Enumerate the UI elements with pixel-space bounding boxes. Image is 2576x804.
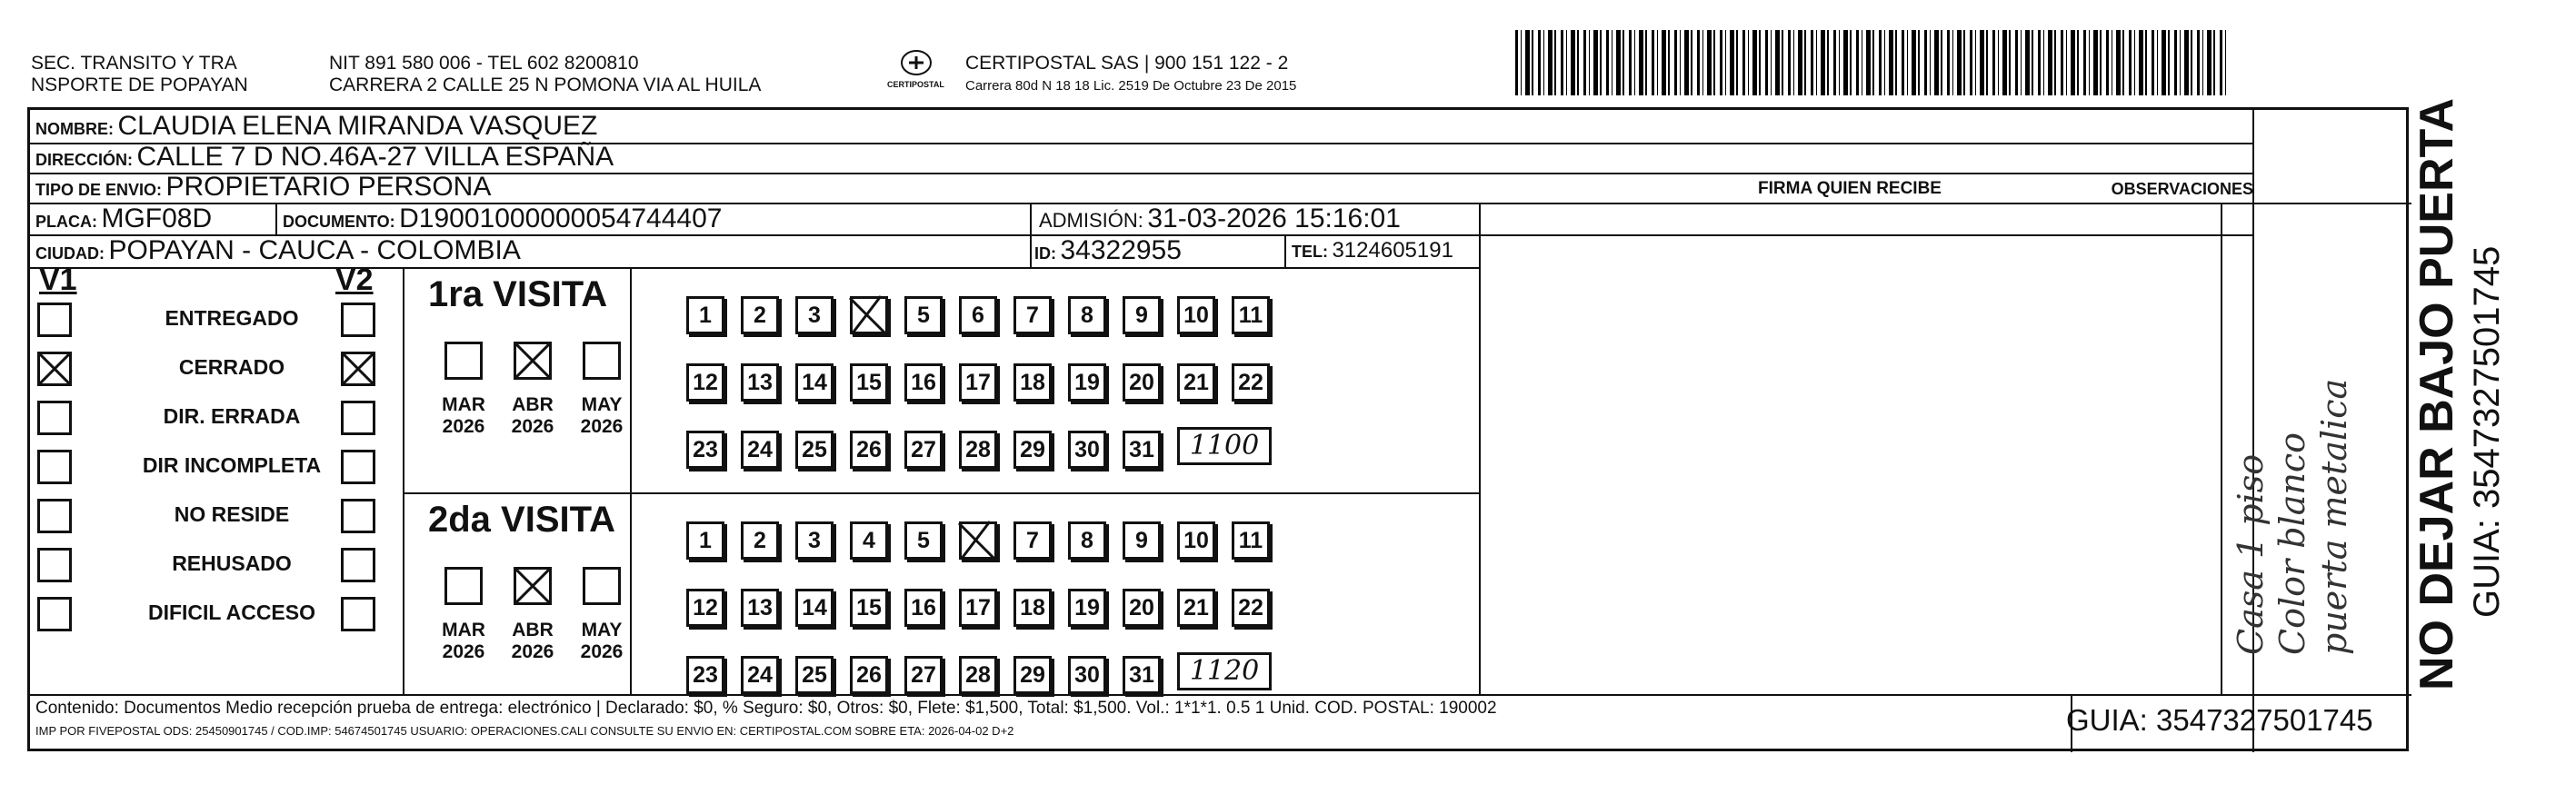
id-label: ID: xyxy=(1034,244,1056,263)
placa-value: MGF08D xyxy=(101,203,213,233)
day-box[interactable]: 2 xyxy=(741,521,779,560)
documento-value: D19001000000054744407 xyxy=(399,203,723,233)
month-checkbox[interactable] xyxy=(444,342,483,380)
v2-checkbox[interactable] xyxy=(341,401,375,435)
day-box[interactable]: 5 xyxy=(904,296,943,334)
day-box[interactable]: 20 xyxy=(1123,363,1161,402)
observaciones-handwriting xyxy=(2230,379,2355,655)
visit-title: 2da VISITA xyxy=(428,500,615,540)
day-box[interactable]: 3 xyxy=(795,521,834,560)
day-box[interactable]: 29 xyxy=(1013,431,1052,469)
day-box[interactable]: 18 xyxy=(1013,589,1052,627)
tipo-envio-label: TIPO DE ENVIO: xyxy=(35,181,163,199)
day-box[interactable]: 11 xyxy=(1232,296,1270,334)
status-reason-label: CERRADO xyxy=(178,355,285,379)
month-label xyxy=(434,394,494,438)
day-box[interactable] xyxy=(850,296,888,334)
day-box[interactable]: 17 xyxy=(959,363,997,402)
status-reason-label: NO RESIDE xyxy=(174,502,290,526)
obs-line-2: Color blanco xyxy=(2272,432,2312,655)
day-box[interactable]: 28 xyxy=(959,431,997,469)
v1-checkbox[interactable] xyxy=(37,303,72,337)
month-label xyxy=(503,620,563,663)
logo-wordmark: CERTIPOSTAL xyxy=(887,80,944,89)
tel-label: TEL: xyxy=(1292,243,1328,261)
ciudad-label: CIUDAD: xyxy=(35,244,105,263)
day-box[interactable]: 23 xyxy=(686,431,724,469)
tel-value: 3124605191 xyxy=(1332,238,1453,263)
direccion-label: DIRECCIÓN: xyxy=(35,151,133,169)
day-box[interactable]: 6 xyxy=(959,296,997,334)
status-reason-label: DIR INCOMPLETA xyxy=(142,453,322,477)
v2-checkbox[interactable] xyxy=(341,303,375,337)
v1-checkbox[interactable] xyxy=(37,548,72,582)
day-box[interactable]: 27 xyxy=(904,431,943,469)
status-reason-label: DIR. ERRADA xyxy=(163,404,301,428)
day-box[interactable]: 26 xyxy=(850,656,888,694)
month-name: MAR xyxy=(442,394,485,415)
month-name: MAY xyxy=(581,394,623,415)
visit-time-handwritten: 1100 xyxy=(1177,427,1272,465)
day-box[interactable]: 2 xyxy=(741,296,779,334)
month-checkbox[interactable] xyxy=(514,567,552,605)
status-reason-label: REHUSADO xyxy=(172,551,292,575)
v2-checkbox[interactable] xyxy=(341,597,375,631)
side-notice: NO DEJAR BAJO PUERTA xyxy=(2411,97,2463,690)
sender-name-line2: NSPORTE DE POPAYAN xyxy=(31,74,248,95)
footer-print-line: IMP POR FIVEPOSTAL ODS: 25450901745 / COD.IMP: 54674501745 USUARIO: OPERACIONES.CALI CONSULTE SU ENVIO EN: CERTIPOSTAL.COM SOBRE ETA: 2026-04-02 D+2 xyxy=(35,724,1014,738)
footer-guia: GUIA: 3547327501745 xyxy=(2066,703,2373,737)
v2-checkbox[interactable] xyxy=(341,499,375,533)
month-checkbox[interactable] xyxy=(514,342,552,380)
day-box[interactable]: 24 xyxy=(741,431,779,469)
direccion-value: CALLE 7 D NO.46A-27 VILLA ESPAÑA xyxy=(136,142,614,172)
observaciones-header: OBSERVACIONES xyxy=(2111,180,2253,198)
v1-header: V1 xyxy=(39,263,77,297)
day-box[interactable]: 13 xyxy=(741,363,779,402)
status-reason-label: ENTREGADO xyxy=(165,306,299,330)
month-checkbox[interactable] xyxy=(583,567,621,605)
month-name: MAR xyxy=(442,620,485,640)
admision-value: 31-03-2026 15:16:01 xyxy=(1147,203,1401,233)
month-year: 2026 xyxy=(442,641,485,662)
day-box[interactable]: 25 xyxy=(795,431,834,469)
month-label xyxy=(572,394,632,438)
day-check-mark xyxy=(954,516,1004,567)
day-box[interactable]: 20 xyxy=(1123,589,1161,627)
id-value: 34322955 xyxy=(1060,235,1182,265)
day-box[interactable]: 8 xyxy=(1068,296,1106,334)
tel-cell xyxy=(1292,234,1453,270)
day-box[interactable]: 16 xyxy=(904,589,943,627)
day-box[interactable]: 1 xyxy=(686,521,724,560)
footer-content-line: Contenido: Documentos Medio recepción prueba de entrega: electrónico | Declarado: $0, % Seguro: $0, Otros: $0, Flete: $1,500, Total: $1,500. Vol.: 1*1*1. 0.5 1 Unid. COD. POSTAL: 190002 xyxy=(35,699,1497,718)
day-box[interactable]: 27 xyxy=(904,656,943,694)
day-check-mark xyxy=(844,291,895,342)
side-guia: GUIA: 3547327501745 xyxy=(2467,245,2507,618)
day-box[interactable]: 31 xyxy=(1123,656,1161,694)
day-box[interactable]: 12 xyxy=(686,363,724,402)
nombre-label: NOMBRE: xyxy=(35,120,114,138)
day-box[interactable]: 26 xyxy=(850,431,888,469)
sender-name-line1: SEC. TRANSITO Y TRA xyxy=(31,53,237,74)
delivery-form-table xyxy=(27,107,2409,751)
month-checkbox[interactable] xyxy=(583,342,621,380)
month-year: 2026 xyxy=(442,416,485,437)
barcode xyxy=(1515,30,2228,95)
certipostal-logo xyxy=(900,49,933,76)
ciudad-value: POPAYAN - CAUCA - COLOMBIA xyxy=(108,235,521,265)
day-box[interactable]: 23 xyxy=(686,656,724,694)
day-box[interactable]: 24 xyxy=(741,656,779,694)
visit-title: 1ra VISITA xyxy=(428,274,608,314)
day-box[interactable]: 29 xyxy=(1013,656,1052,694)
v1-checkbox[interactable] xyxy=(37,352,72,386)
day-box[interactable]: 8 xyxy=(1068,521,1106,560)
v1-checkbox[interactable] xyxy=(37,450,72,484)
day-box[interactable]: 28 xyxy=(959,656,997,694)
day-box[interactable]: 30 xyxy=(1068,431,1106,469)
day-box[interactable]: 21 xyxy=(1177,363,1215,402)
day-box[interactable]: 31 xyxy=(1123,431,1161,469)
day-box[interactable]: 7 xyxy=(1013,296,1052,334)
placa-label: PLACA: xyxy=(35,213,97,231)
id-cell xyxy=(1034,234,1182,272)
company-line: CERTIPOSTAL SAS | 900 151 122 - 2 xyxy=(965,53,1289,74)
day-box[interactable]: 25 xyxy=(795,656,834,694)
month-checkbox[interactable] xyxy=(444,567,483,605)
month-year: 2026 xyxy=(511,416,554,437)
month-label xyxy=(434,620,494,663)
day-box[interactable]: 22 xyxy=(1232,589,1270,627)
admision-label: ADMISIÓN: xyxy=(1039,209,1143,232)
day-box[interactable]: 19 xyxy=(1068,363,1106,402)
nombre-value: CLAUDIA ELENA MIRANDA VASQUEZ xyxy=(117,111,598,141)
nit-line: NIT 891 580 006 - TEL 602 8200810 xyxy=(329,53,639,74)
day-box[interactable]: 21 xyxy=(1177,589,1215,627)
day-box[interactable]: 10 xyxy=(1177,296,1215,334)
month-year: 2026 xyxy=(511,641,554,662)
firma-header: FIRMA QUIEN RECIBE xyxy=(1758,179,1942,198)
month-year: 2026 xyxy=(580,416,624,437)
day-box[interactable]: 16 xyxy=(904,363,943,402)
day-box[interactable]: 18 xyxy=(1013,363,1052,402)
month-name: ABR xyxy=(512,620,554,640)
v2-checkbox[interactable] xyxy=(341,352,375,386)
day-box[interactable]: 14 xyxy=(795,363,834,402)
obs-line-3: puerta metalica xyxy=(2314,378,2354,655)
day-box[interactable]: 3 xyxy=(795,296,834,334)
day-box[interactable] xyxy=(959,521,997,560)
v2-header: V2 xyxy=(335,263,374,297)
day-box[interactable]: 12 xyxy=(686,589,724,627)
day-box[interactable]: 9 xyxy=(1123,296,1161,334)
day-box[interactable]: 11 xyxy=(1232,521,1270,560)
day-box[interactable]: 15 xyxy=(850,589,888,627)
ciudad-cell xyxy=(35,234,521,272)
day-box[interactable]: 7 xyxy=(1013,521,1052,560)
documento-label: DOCUMENTO: xyxy=(283,213,395,231)
tipo-envio-value: PROPIETARIO PERSONA xyxy=(165,172,492,202)
v1-checkbox[interactable] xyxy=(37,499,72,533)
obs-line-1: Casa 1 piso xyxy=(2231,453,2271,655)
status-reason-label: DIFICIL ACCESO xyxy=(147,601,315,624)
day-box[interactable]: 17 xyxy=(959,589,997,627)
v2-checkbox[interactable] xyxy=(341,548,375,582)
day-box[interactable]: 9 xyxy=(1123,521,1161,560)
address-line: CARRERA 2 CALLE 25 N POMONA VIA AL HUILA xyxy=(329,74,762,95)
day-box[interactable]: 30 xyxy=(1068,656,1106,694)
day-box[interactable]: 22 xyxy=(1232,363,1270,402)
day-box[interactable]: 4 xyxy=(850,521,888,560)
month-name: ABR xyxy=(512,394,554,415)
day-box[interactable]: 19 xyxy=(1068,589,1106,627)
v1-checkbox[interactable] xyxy=(37,597,72,631)
visit-time-handwritten: 1120 xyxy=(1177,652,1272,690)
month-label xyxy=(503,394,563,438)
month-name: MAY xyxy=(581,620,623,640)
day-box[interactable]: 14 xyxy=(795,589,834,627)
day-box[interactable]: 1 xyxy=(686,296,724,334)
v2-checkbox[interactable] xyxy=(341,450,375,484)
day-box[interactable]: 5 xyxy=(904,521,943,560)
month-year: 2026 xyxy=(580,641,624,662)
day-box[interactable]: 10 xyxy=(1177,521,1215,560)
month-label xyxy=(572,620,632,663)
company-address: Carrera 80d N 18 18 Lic. 2519 De Octubre 23 De 2015 xyxy=(965,78,1297,94)
day-box[interactable]: 13 xyxy=(741,589,779,627)
v1-checkbox[interactable] xyxy=(37,401,72,435)
day-box[interactable]: 15 xyxy=(850,363,888,402)
